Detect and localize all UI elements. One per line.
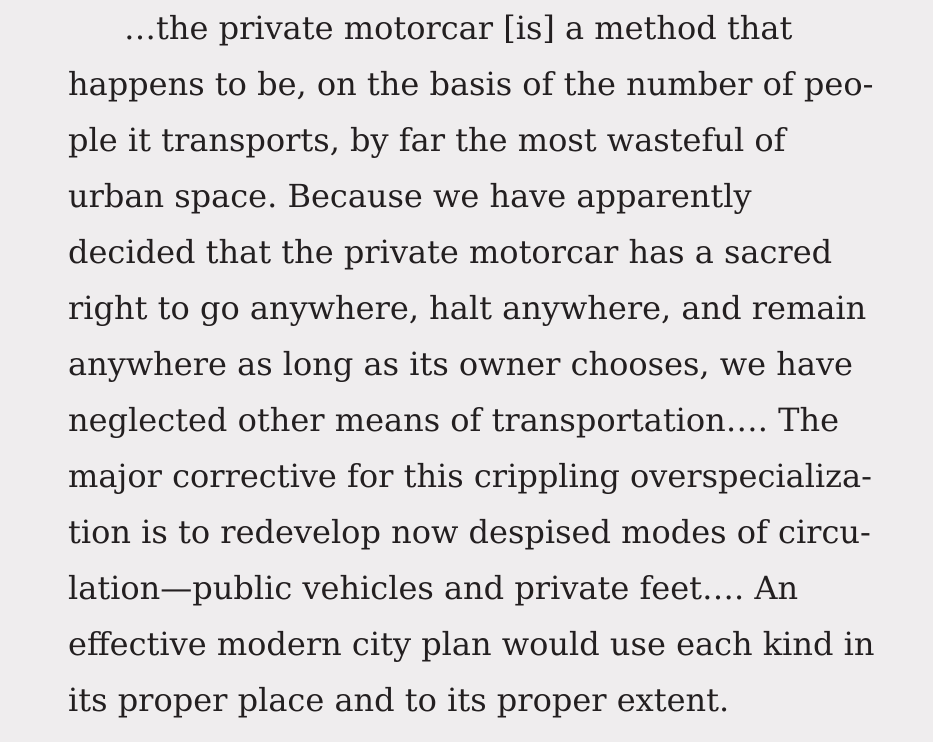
quote-line: ple it transports, by far the most wasteful of — [68, 121, 786, 159]
quote-line: its proper place and to its proper extent. — [68, 681, 730, 719]
quote-line: major corrective for this crippling overspecializa- — [68, 457, 872, 495]
quote-line: anywhere as long as its owner chooses, we have — [68, 345, 853, 383]
quote-line: tion is to redevelop now despised modes of circu- — [68, 513, 871, 551]
quote-line: happens to be, on the basis of the number of peo- — [68, 65, 874, 103]
quote-line: effective modern city plan would use each kind in — [68, 625, 875, 663]
quote-line: urban space. Because we have apparently — [68, 177, 752, 215]
quote-line: right to go anywhere, halt anywhere, and remain — [68, 289, 867, 327]
quote-line: …the private motorcar [is] a method that — [124, 9, 793, 47]
quote-line: decided that the private motorcar has a sacred — [68, 233, 833, 271]
quote-line: neglected other means of transportation…. The — [68, 401, 840, 439]
quote-line: lation—public vehicles and private feet…. An — [68, 569, 799, 607]
